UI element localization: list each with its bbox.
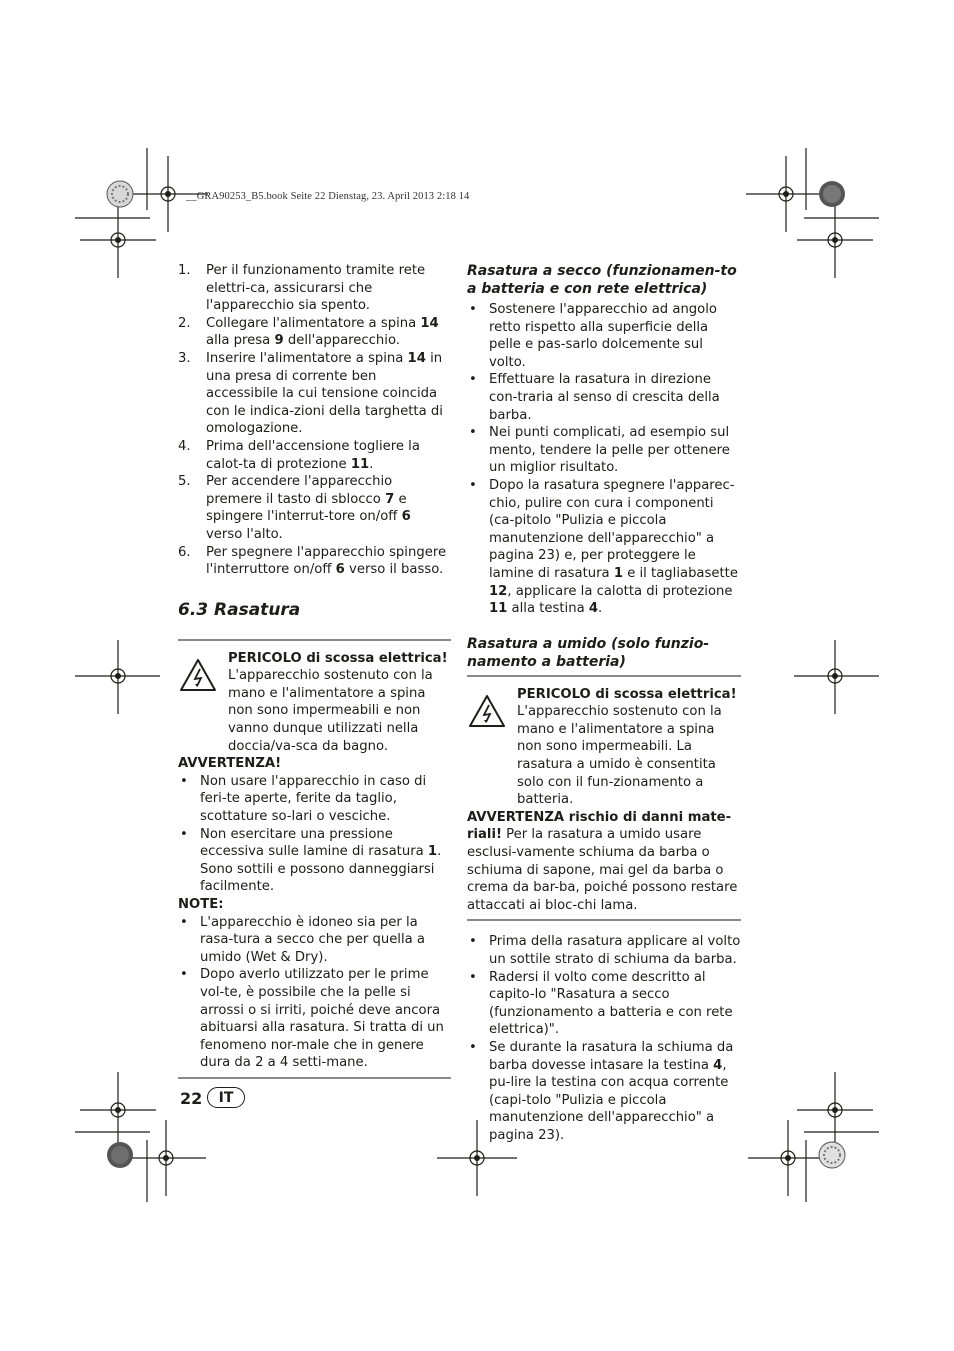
divider bbox=[178, 1077, 451, 1079]
step-text: Per accendere l'apparecchio premere il tasto di sblocco 7 e spingere l'interrut-tore on/off 6 verso l'alto. bbox=[206, 474, 411, 542]
material-damage-warning: AVVERTENZA rischio di danni mate-riali! Per la rasatura a umido usare esclusi-vamente schiuma da barba o schiuma di sapone, mai gel da barba o crema da bar-ba, poiché possono restare attaccati ai bloc-chi lama. bbox=[467, 809, 738, 913]
list-item: • Sostenere l'apparecchio ad angolo retto rispetto alla superficie della pelle e pas-sarlo dolcemente sul volto. bbox=[467, 301, 741, 371]
electric-hazard-icon bbox=[468, 694, 506, 728]
wet-shave-list bbox=[467, 933, 741, 1144]
step-text: Collegare l'alimentatore a spina 14 alla presa 9 dell'apparecchio. bbox=[206, 315, 439, 349]
list-item: • Se durante la rasatura la schiuma da barba dovesse intasare la testina 4, pu-lire la testina con acqua corrente (capi-tolo "Pulizia e piccola manutenzione dell'apparecchio" a pagina 23). bbox=[467, 1039, 741, 1145]
note-list bbox=[178, 914, 451, 1072]
step-text: Inserire l'alimentatore a spina 14 in una presa di corrente ben accessibile la cui tensione coincida con le indica-zioni della targhetta di omologazione. bbox=[206, 350, 443, 437]
warning-text: L'apparecchio sostenuto con la mano e l'alimentatore a spina non sono impermeabili. La rasatura a umido è consentita solo con il fun-zionamento a batteria. bbox=[517, 704, 722, 808]
file-header: __GRA90253_B5.book Seite 22 Dienstag, 23. April 2013 2:18 14 bbox=[186, 191, 470, 202]
step-number: 5. bbox=[178, 474, 191, 490]
left-column bbox=[178, 262, 451, 1079]
step-item bbox=[178, 315, 451, 350]
wet-shave-title: Rasatura a umido (solo funzio-namento a batteria) bbox=[467, 635, 710, 670]
warning-box bbox=[467, 686, 741, 809]
caution-label: AVVERTENZA! bbox=[178, 756, 282, 772]
caution-list bbox=[178, 773, 451, 896]
right-column bbox=[467, 262, 741, 1145]
page-number: 22 bbox=[180, 1089, 203, 1108]
note-label: NOTE: bbox=[178, 897, 224, 912]
step-number: 6. bbox=[178, 544, 191, 560]
list-item: • Effettuare la rasatura in direzione con-traria al senso di crescita della barba. bbox=[467, 371, 741, 424]
warning-title: PERICOLO di scossa elettrica! bbox=[517, 686, 737, 702]
step-item bbox=[178, 473, 451, 543]
step-number: 4. bbox=[178, 438, 191, 454]
list-item: • Dopo averlo utilizzato per le prime vol-te, è possibile che la pelle si arrossi o si irriti, poiché deve ancora abituarsi alla rasatura. Si tratta di un fenomeno nor-male che in genere dura da 2 a 4 setti-mane. bbox=[178, 966, 451, 1072]
electric-hazard-icon bbox=[179, 658, 217, 692]
step-number: 1. bbox=[178, 263, 191, 278]
warning-box bbox=[178, 650, 451, 756]
section-title: 6.3 Rasatura bbox=[178, 599, 301, 620]
list-item: • Prima della rasatura applicare al volto un sottile strato di schiuma da barba. bbox=[467, 933, 741, 968]
warning-title: PERICOLO di scossa elettrica! bbox=[228, 650, 448, 666]
language-badge: IT bbox=[207, 1087, 245, 1108]
step-number: 3. bbox=[178, 350, 191, 366]
step-text: Per il funzionamento tramite rete elettri-ca, assicurarsi che l'apparecchio sia spento. bbox=[206, 263, 426, 314]
divider bbox=[467, 919, 741, 921]
step-item bbox=[178, 262, 451, 315]
step-text: Per spegnere l'apparecchio spingere l'interruttore on/off 6 verso il basso. bbox=[206, 544, 447, 578]
setup-steps-list bbox=[178, 262, 451, 579]
list-item: • Non esercitare una pressione eccessiva sulle lamine di rasatura 1. Sono sottili e possono danneggiarsi facilmente. bbox=[178, 826, 451, 896]
step-item bbox=[178, 438, 451, 473]
step-text: Prima dell'accensione togliere la calot-ta di protezione 11. bbox=[206, 438, 420, 472]
list-item: • Nei punti complicati, ad esempio sul mento, tendere la pelle per ottenere un miglior risultato. bbox=[467, 424, 741, 477]
list-item: • Radersi il volto come descritto al capito-lo "Rasatura a secco (funzionamento a batteria e con rete elettrica)". bbox=[467, 969, 741, 1039]
divider bbox=[178, 639, 451, 641]
step-number: 2. bbox=[178, 315, 191, 331]
dry-shave-title: Rasatura a secco (funzionamen-to a batteria e con rete elettrica) bbox=[467, 263, 737, 297]
step-item bbox=[178, 350, 451, 438]
list-item: • L'apparecchio è idoneo sia per la rasa-tura a secco che per quella a umido (Wet & Dry). bbox=[178, 914, 451, 967]
list-item: • Dopo la rasatura spegnere l'apparec-chio, pulire con cura i componenti (ca-pitolo "Pulizia e piccola manutenzione dell'apparecchio" a pagina 23) e, per proteggere le lamine di rasatura 1 e il tagliabasette 12, applicare la calotta di protezione 11 alla testina 4. bbox=[467, 477, 741, 618]
list-item: • Non usare l'apparecchio in caso di feri-te aperte, ferite da taglio, scottature so-lari o vesciche. bbox=[178, 773, 451, 826]
step-item bbox=[178, 544, 451, 579]
dry-shave-list bbox=[467, 301, 741, 618]
divider bbox=[467, 675, 741, 677]
warning-text: L'apparecchio sostenuto con la mano e l'alimentatore a spina non sono impermeabili e non vanno dunque utilizzati nella doccia/va-sca da bagno. bbox=[228, 668, 433, 754]
